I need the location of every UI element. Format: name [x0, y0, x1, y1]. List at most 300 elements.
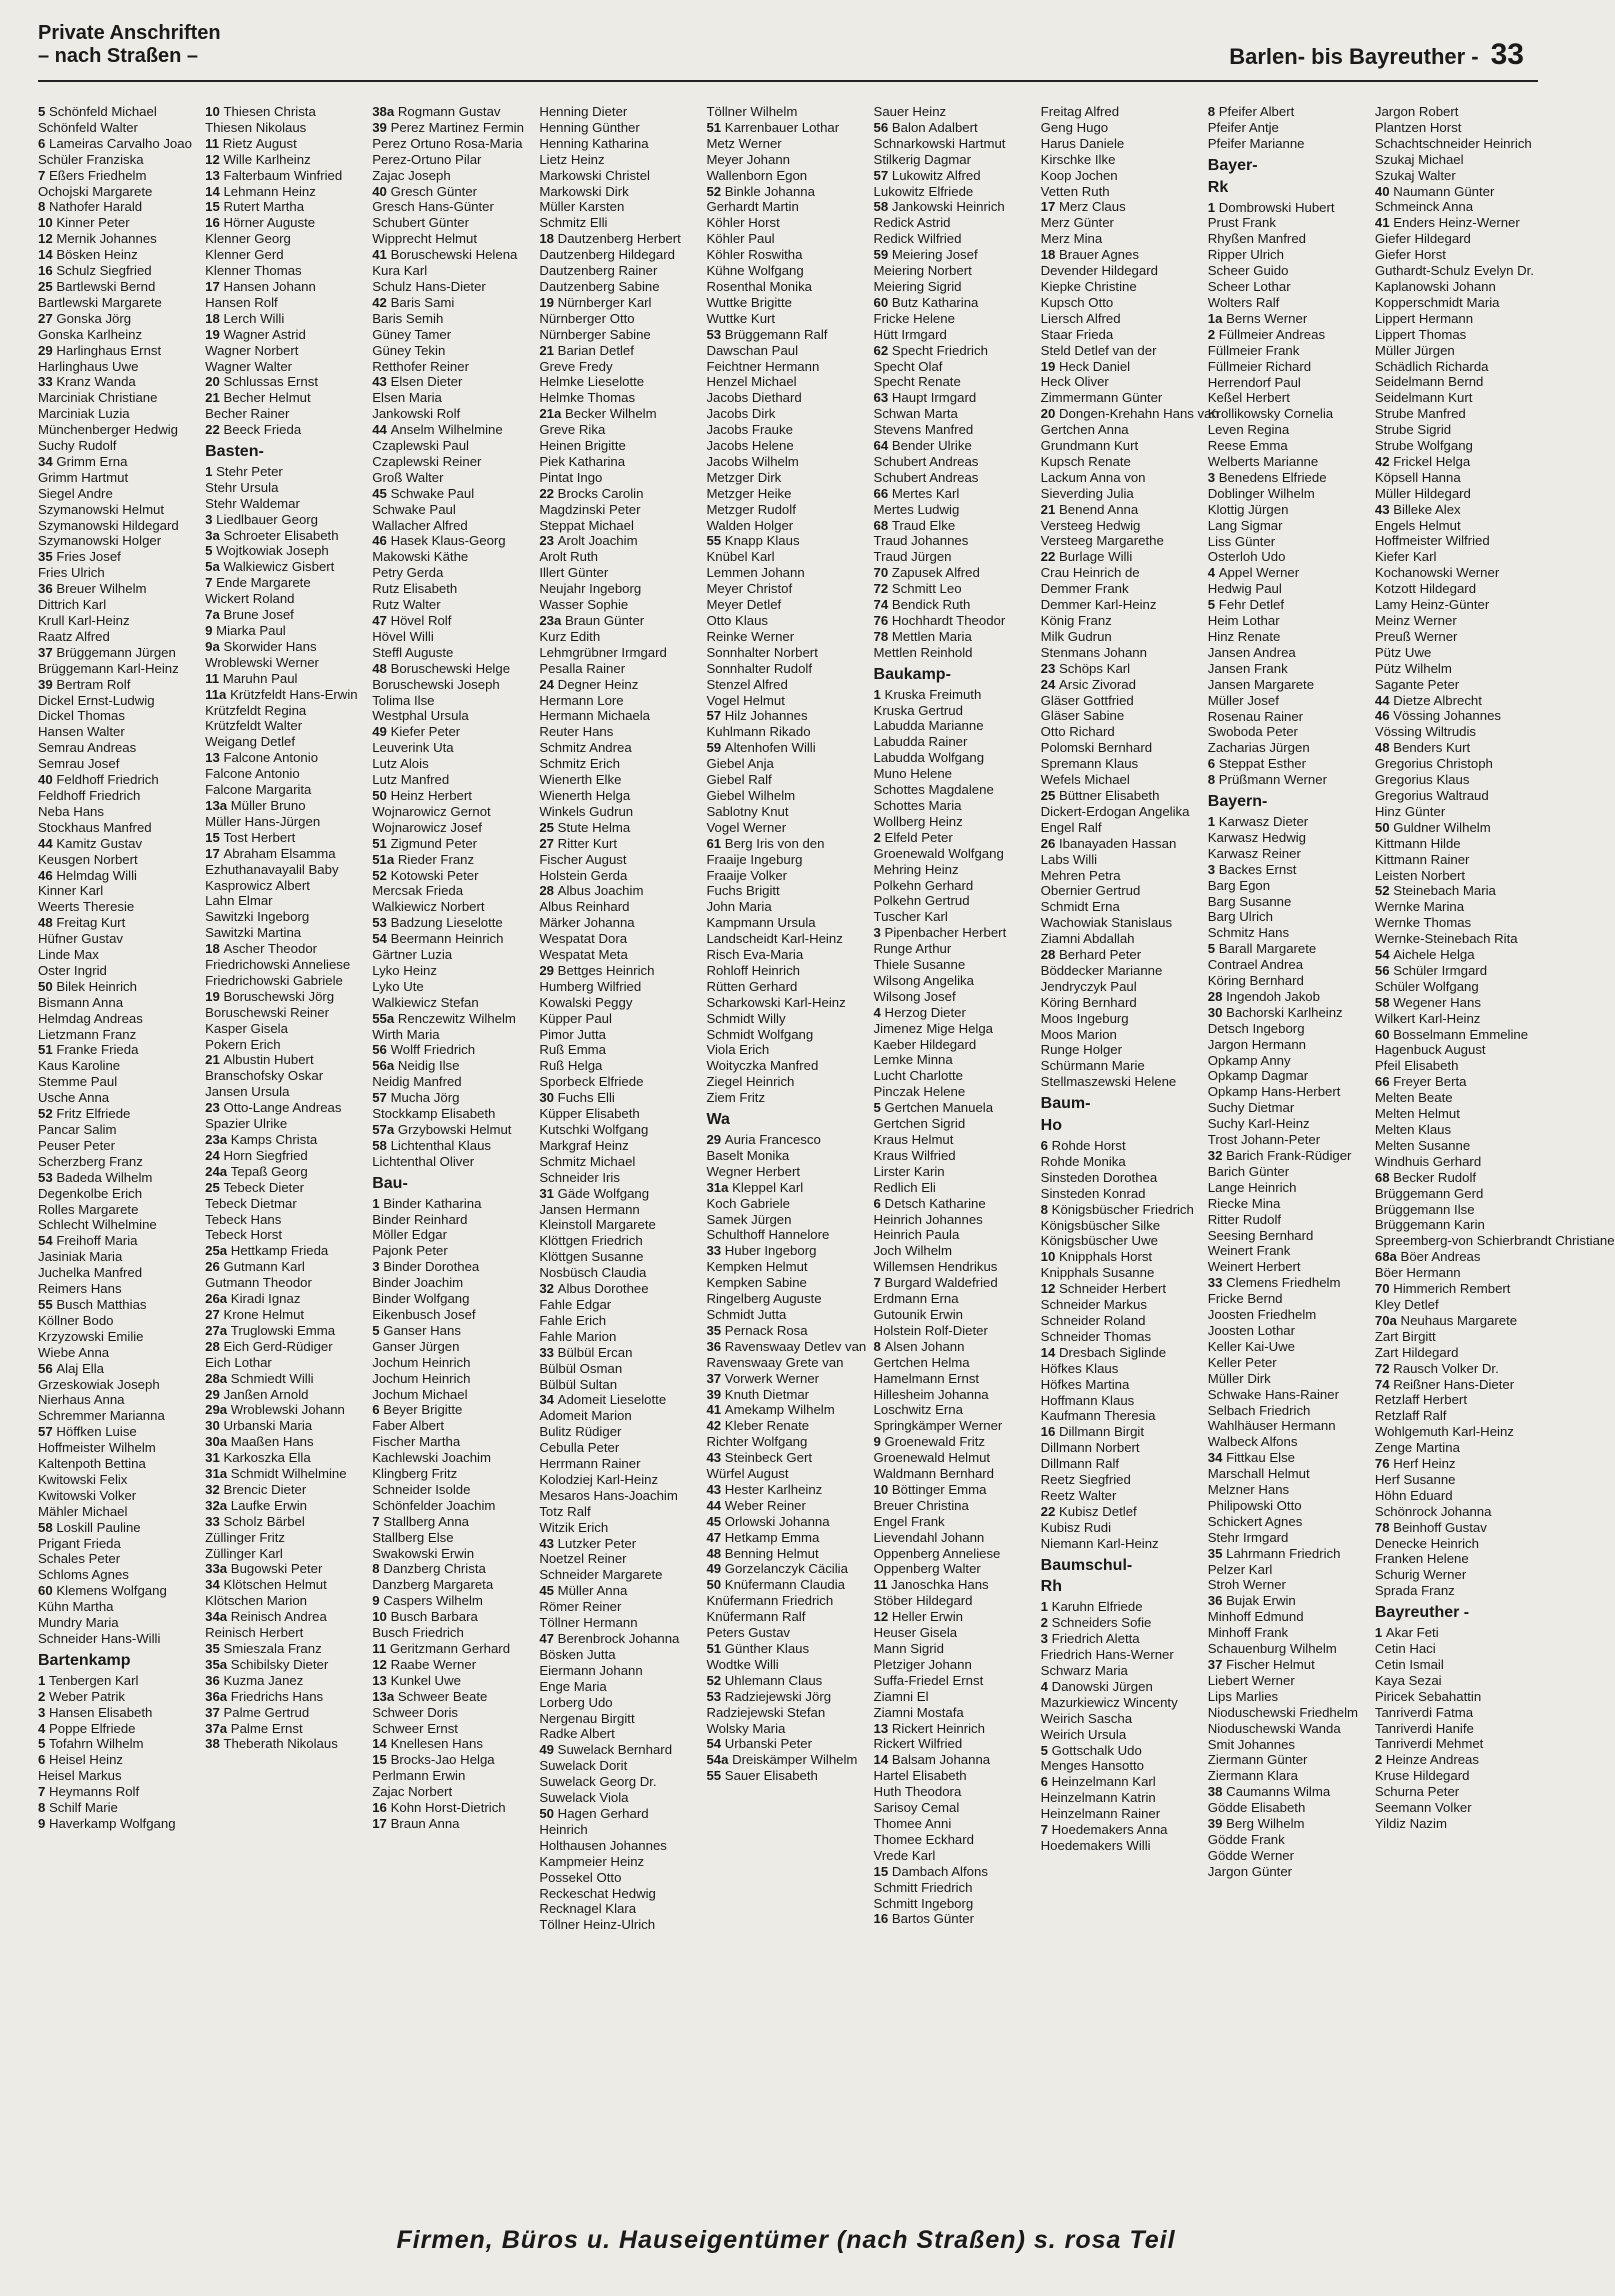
list-item: 56a Neidig Ilse	[372, 1058, 460, 1074]
list-item: Schwake Paul	[372, 501, 456, 517]
list-item: Ravenswaay Grete van	[706, 1354, 844, 1370]
list-item: Polomski Bernhard	[1040, 740, 1153, 756]
list-item: 51a Rieder Franz	[372, 851, 475, 867]
list-item: Meiering Norbert	[873, 263, 972, 279]
list-item: Schubert Andreas	[873, 453, 979, 469]
list-item: Höhn Eduard	[1374, 1487, 1453, 1503]
list-item: 58 Loskill Pauline	[38, 1519, 141, 1535]
list-item: 52 Uhlemann Claus	[706, 1672, 823, 1688]
list-item: Kubisz Rudi	[1040, 1519, 1112, 1535]
list-item: Pinczak Helene	[873, 1084, 966, 1100]
list-item: Tolima Ilse	[372, 692, 435, 708]
list-item: Pimor Jutta	[539, 1026, 607, 1042]
street-heading: Baumschul-	[1040, 1556, 1133, 1574]
list-item: Groenewald Helmut	[873, 1450, 991, 1466]
list-item: 9 Miarka Paul	[205, 623, 286, 638]
list-item: Hinz Renate	[1207, 629, 1281, 644]
list-item: Schwan Marta	[873, 406, 958, 422]
list-item: Thiele Susanne	[873, 957, 966, 973]
list-item: 23 Otto-Lange Andreas	[205, 1100, 342, 1116]
list-item: Wohlgemuth Karl-Heinz	[1374, 1424, 1514, 1440]
list-item: 18 Lerch Willi	[205, 310, 285, 326]
list-item: 16 Hörner Auguste	[205, 215, 316, 231]
list-item: 2 Elfeld Peter	[873, 829, 953, 845]
list-item: Nürnberger Sabine	[539, 326, 651, 342]
directory-column	[38, 104, 201, 2208]
list-item: Brüggemann Karl-Heinz	[38, 660, 179, 676]
list-item: Lirster Karin	[873, 1163, 945, 1179]
list-item: 64 Bender Ulrike	[873, 438, 972, 454]
page-number: 33	[1490, 38, 1524, 71]
list-item: 52 Fritz Elfriede	[38, 1106, 131, 1122]
list-item: 16 Schulz Siegfried	[38, 263, 152, 279]
list-item: Wernke Thomas	[1374, 915, 1472, 931]
list-item: Kiepke Christine	[1040, 278, 1137, 294]
list-item: Schulthoff Hannelore	[706, 1227, 830, 1243]
list-item: Richter Wolfgang	[706, 1434, 808, 1450]
list-item: 9 Groenewald Fritz	[873, 1434, 985, 1450]
list-item: Kaufmann Theresia	[1040, 1408, 1156, 1424]
list-item: Lahn Elmar	[205, 893, 273, 909]
list-item: Liss Günter	[1207, 533, 1276, 549]
directory-column	[539, 104, 702, 2208]
list-item: Schönfeld Walter	[38, 119, 138, 135]
list-item: Nürnberger Otto	[539, 310, 635, 326]
list-item: 49 Suwelack Bernhard	[539, 1742, 673, 1758]
street-heading: Rk	[1207, 178, 1229, 196]
list-item: Züllinger Karl	[205, 1545, 283, 1561]
list-item: 76 Hochhardt Theodor	[873, 613, 1006, 628]
list-item: Hütt Irmgard	[873, 326, 947, 342]
list-item: 3 Backes Ernst	[1207, 861, 1297, 877]
list-item: Schubert Andreas	[873, 469, 979, 485]
list-item: Klenner Georg	[205, 231, 291, 247]
list-item: Greve Rika	[539, 422, 606, 438]
list-item: Leven Regina	[1207, 422, 1290, 438]
list-item: Fischer Martha	[372, 1434, 461, 1450]
list-item: Boruschewski Reiner	[205, 1004, 329, 1020]
list-item: Tebeck Horst	[205, 1227, 283, 1243]
list-item: 16 Dillmann Birgit	[1040, 1424, 1145, 1440]
list-item: Preuß Werner	[1374, 628, 1458, 644]
list-item: Müller Karsten	[539, 199, 625, 215]
list-item: Labs Willi	[1040, 851, 1098, 867]
list-item: 46 Vössing Johannes	[1374, 708, 1501, 724]
list-item: 36 Ravenswaay Detlev van	[706, 1338, 867, 1354]
list-item: Schottes Magdalene	[873, 782, 994, 798]
list-item: Friedrichowski Anneliese	[205, 957, 351, 973]
list-item: 45 Orlowski Johanna	[706, 1513, 830, 1529]
list-item: Bismann Anna	[38, 994, 124, 1010]
list-item: Fricke Bernd	[1207, 1291, 1283, 1307]
list-item: Züllinger Fritz	[205, 1529, 285, 1545]
list-item: Hüfner Gustav	[38, 931, 124, 947]
list-item: Markowski Dirk	[539, 183, 629, 199]
list-item: 54 Urbanski Peter	[706, 1736, 813, 1752]
list-item: 1 Akar Feti	[1374, 1625, 1439, 1641]
list-item: 6 Beyer Brigitte	[372, 1402, 463, 1418]
list-item: Merz Günter	[1040, 215, 1114, 231]
list-item: Schädlich Richarda	[1374, 358, 1489, 374]
list-item: Köpsell Hanna	[1374, 469, 1461, 485]
list-item: 18 Dautzenberg Herbert	[539, 231, 681, 247]
list-item: Sagante Peter	[1374, 676, 1460, 692]
list-item: 30 Urbanski Maria	[205, 1418, 313, 1434]
list-item: 48 Benders Kurt	[1374, 740, 1471, 756]
list-item: Möller Edgar	[372, 1227, 447, 1243]
list-item: Schneider Thomas	[1040, 1328, 1152, 1344]
list-item: Wefels Michael	[1040, 772, 1130, 788]
list-item: Redlich Eli	[873, 1179, 936, 1195]
list-item: Stehr Irmgard	[1207, 1529, 1289, 1545]
list-item: Klenner Gerd	[205, 247, 284, 263]
list-item: Weigang Detlef	[205, 734, 296, 750]
list-item: Kachlewski Joachim	[372, 1450, 491, 1466]
list-item: 72 Rausch Volker Dr.	[1374, 1360, 1499, 1376]
list-item: Labudda Rainer	[873, 734, 968, 750]
list-item: Stemme Paul	[38, 1074, 118, 1090]
list-item: Kura Karl	[372, 263, 428, 279]
list-item: Czaplewski Paul	[372, 438, 469, 454]
list-item: 72 Schmitt Leo	[873, 581, 962, 597]
list-item: 32 Barich Frank-Rüdiger	[1207, 1148, 1352, 1163]
list-item: Reinke Werner	[706, 628, 795, 644]
list-item: Jacobs Wilhelm	[706, 453, 799, 469]
list-item: Gutmann Theodor	[205, 1275, 312, 1291]
list-item: Stevens Manfred	[873, 422, 974, 438]
list-item: 3 Binder Dorothea	[372, 1259, 480, 1275]
list-item: 51 Günther Klaus	[706, 1641, 810, 1656]
list-item: Falcone Antonio	[205, 766, 300, 782]
list-item: Kotzott Hildegard	[1374, 581, 1477, 597]
list-item: Lucht Charlotte	[873, 1068, 963, 1084]
list-item: 51 Zigmund Peter	[372, 835, 478, 851]
list-item: Gertchen Sigrid	[873, 1116, 966, 1132]
list-item: 68a Böer Andreas	[1374, 1249, 1481, 1265]
list-item: Hedwig Paul	[1207, 581, 1282, 597]
list-item: 40 Feldhoff Friedrich	[38, 772, 159, 788]
list-item: Lorberg Udo	[539, 1694, 613, 1710]
list-item: 54a Dreiskämper Wilhelm	[706, 1752, 858, 1768]
list-item: Kraus Helmut	[873, 1132, 954, 1147]
list-item: Metzger Heike	[706, 485, 792, 501]
list-item: Gregorius Klaus	[1374, 772, 1470, 788]
list-item: 40 Gresch Günter	[372, 183, 478, 199]
list-item: Steffl Auguste	[372, 644, 454, 660]
list-item: Pancar Salim	[38, 1122, 117, 1137]
list-item: Fischer August	[539, 851, 627, 867]
list-item: Spremann Klaus	[1040, 756, 1139, 772]
list-item: 60 Klemens Wolfgang	[38, 1583, 167, 1599]
list-item: Schweer Ernst	[372, 1720, 458, 1736]
list-item: 43 Elsen Dieter	[372, 374, 463, 390]
list-item: 35 Fries Josef	[38, 549, 121, 565]
list-item: Zajac Norbert	[372, 1784, 453, 1800]
list-item: Minhoff Edmund	[1207, 1609, 1304, 1625]
list-item: 2 Heinze Andreas	[1374, 1752, 1479, 1768]
list-item: 59 Altenhofen Willi	[706, 740, 816, 756]
list-item: Heuser Gisela	[873, 1625, 958, 1641]
list-item: 78 Mettlen Maria	[873, 628, 972, 644]
list-item: 34 Grimm Erna	[38, 453, 128, 469]
list-item: Wagner Walter	[205, 358, 293, 374]
street-heading: Baum-	[1040, 1095, 1091, 1113]
list-item: Dawschan Paul	[706, 342, 799, 358]
list-item: Wroblewski Werner	[205, 654, 319, 670]
list-item: 55 Busch Matthias	[38, 1296, 147, 1312]
list-item: Trost Johann-Peter	[1207, 1132, 1321, 1148]
list-item: Klottig Jürgen	[1207, 501, 1289, 517]
list-item: Peuser Peter	[38, 1137, 115, 1153]
list-item: Henzel Michael	[706, 374, 797, 390]
list-item: 58 Lichtenthal Klaus	[372, 1137, 492, 1153]
list-item: Lietz Heinz	[539, 151, 605, 167]
list-item: Freitag Alfred	[1040, 104, 1120, 119]
list-item: Böer Hermann	[1374, 1265, 1461, 1281]
list-item: Sprada Franz	[1374, 1583, 1455, 1599]
list-item: Smit Johannes	[1207, 1736, 1295, 1752]
list-item: Seidelmann Kurt	[1374, 390, 1473, 406]
list-item: Wienerth Elke	[539, 772, 622, 788]
list-item: 27 Gonska Jörg	[38, 310, 132, 326]
list-item: Guthardt-Schulz Evelyn Dr.	[1374, 263, 1534, 279]
list-item: Weirich Sascha	[1040, 1710, 1133, 1726]
list-item: 48 Boruschewski Helge	[372, 660, 511, 676]
list-item: 18 Brauer Agnes	[1040, 247, 1139, 263]
list-item: Hillesheim Johanna	[873, 1386, 989, 1402]
list-item: Dautzenberg Hildegard	[539, 247, 675, 263]
list-item: Radke Albert	[539, 1726, 615, 1742]
list-item: Sawitzki Martina	[205, 925, 302, 941]
list-item: Kaeber Hildegard	[873, 1036, 977, 1052]
list-item: 42 Baris Sami	[372, 294, 455, 310]
list-item: 68 Traud Elke	[873, 517, 956, 533]
list-item: Vrede Karl	[873, 1847, 936, 1863]
list-item: Kurz Edith	[539, 628, 601, 644]
list-item: Schneider Margarete	[539, 1567, 663, 1583]
list-item: 1 Dombrowski Hubert	[1207, 199, 1335, 215]
list-item: Mazurkiewicz Wincenty	[1040, 1694, 1178, 1710]
list-item: Neba Hans	[38, 803, 104, 819]
list-item: Eikenbusch Josef	[372, 1306, 476, 1322]
list-item: Reetz Siegfried	[1040, 1472, 1131, 1488]
list-item: 2 Schneiders Sofie	[1040, 1615, 1152, 1631]
list-item: Suchy Dietmar	[1207, 1100, 1295, 1116]
list-item: Ziamni Mostafa	[873, 1704, 964, 1720]
street-heading: Bau-	[372, 1174, 408, 1192]
list-item: Klötschen Marion	[205, 1593, 307, 1609]
list-item: 29 Janßen Arnold	[205, 1386, 309, 1402]
list-item: Vogel Helmut	[706, 692, 785, 708]
list-item: Vogel Werner	[706, 819, 787, 835]
list-item: 32 Albus Dorothee	[539, 1281, 649, 1297]
list-item: 33a Bugowski Peter	[205, 1561, 323, 1577]
list-item: Walbeck Alfons	[1207, 1434, 1298, 1450]
list-item: Kinner Karl	[38, 883, 104, 899]
list-item: Hansen Rolf	[205, 294, 278, 310]
list-item: Hoffmeister Wilhelm	[38, 1440, 156, 1456]
list-item: Krützfeldt Walter	[205, 718, 303, 734]
list-item: Jargon Robert	[1374, 104, 1459, 119]
list-item: Szukaj Walter	[1374, 167, 1456, 183]
list-item: Müller Jürgen	[1374, 342, 1455, 358]
list-item: 32a Laufke Erwin	[205, 1497, 308, 1513]
list-item: Makowski Käthe	[372, 549, 469, 565]
list-item: Meinz Werner	[1374, 613, 1457, 628]
list-item: Feldhoff Friedrich	[38, 787, 141, 803]
section-title-line2: – nach Straßen –	[38, 45, 199, 67]
list-item: Springkämper Werner	[873, 1418, 1003, 1434]
list-item: Lyko Ute	[372, 978, 424, 994]
list-item: Schmitz Hans	[1207, 925, 1290, 941]
list-item: Wernke-Steinebach Rita	[1374, 931, 1518, 947]
list-item: Schales Peter	[38, 1551, 121, 1567]
list-item: Arolt Ruth	[539, 549, 598, 565]
list-item: 19 Nürnberger Karl	[539, 294, 652, 310]
list-item: Liebert Werner	[1207, 1672, 1295, 1688]
list-item: Fahle Marion	[539, 1328, 617, 1344]
list-item: Fricke Helene	[873, 310, 955, 326]
list-item: 6 Rohde Horst	[1040, 1138, 1126, 1153]
list-item: Klöttgen Susanne	[539, 1249, 644, 1265]
list-item: Kaltenpoth Bettina	[38, 1456, 146, 1472]
list-item: Baris Semih	[372, 310, 444, 326]
list-item: Stenzel Alfred	[706, 676, 788, 692]
list-item: Lippert Hermann	[1374, 310, 1474, 326]
list-item: 14 Bösken Heinz	[38, 247, 138, 263]
list-item: Henning Katharina	[539, 135, 649, 151]
list-item: Yildiz Nazim	[1374, 1815, 1447, 1831]
list-item: Gödde Werner	[1207, 1847, 1295, 1863]
list-item: Keusgen Norbert	[38, 851, 138, 867]
list-item: 5 Ganser Hans	[372, 1322, 461, 1338]
list-item: 45 Schwake Paul	[372, 485, 475, 501]
list-item: 33 Huber Ingeborg	[706, 1243, 817, 1259]
list-item: Pokern Erich	[205, 1036, 281, 1052]
list-item: Engel Frank	[873, 1513, 945, 1529]
list-item: Meyer Johann	[706, 151, 791, 167]
list-item: Helmke Lieselotte	[539, 374, 645, 390]
list-item: Rosenau Rainer	[1207, 708, 1304, 724]
list-item: Petry Gerda	[372, 565, 444, 581]
list-item: Zacharias Jürgen	[1207, 740, 1310, 756]
list-item: Juchelka Manfred	[38, 1265, 143, 1281]
list-item: Pütz Wilhelm	[1374, 660, 1452, 676]
list-item: 70 Himmerich Rembert	[1374, 1281, 1511, 1297]
list-item: 60 Bosselmann Emmeline	[1374, 1026, 1529, 1042]
list-item: Traud Jürgen	[873, 549, 952, 565]
list-item: Runge Holger	[1040, 1042, 1123, 1058]
list-item: 16 Bartos Günter	[873, 1911, 974, 1927]
directory-column	[1374, 104, 1615, 2208]
list-item: Usche Anna	[38, 1090, 110, 1106]
list-item: Kasprowicz Albert	[205, 877, 310, 893]
list-item: Kittmann Rainer	[1374, 851, 1470, 867]
list-item: 19 Heck Daniel	[1040, 358, 1131, 374]
list-item: Köhler Paul	[706, 231, 775, 247]
list-item: 24 Arsic Zivorad	[1040, 676, 1136, 692]
list-item: Semrau Andreas	[38, 740, 137, 756]
list-item: Rohde Monika	[1040, 1153, 1126, 1169]
list-item: Stallberg Else	[372, 1529, 454, 1545]
list-item: Nierhaus Anna	[38, 1392, 125, 1408]
list-item: Schmidt Jutta	[706, 1306, 787, 1322]
list-item: 21a Becker Wilhelm	[539, 406, 657, 422]
list-item: Reinisch Herbert	[205, 1625, 304, 1641]
list-item: 58 Jankowski Heinrich	[873, 199, 1005, 215]
list-item: Gonska Karlheinz	[38, 326, 143, 342]
list-item: Dickel Ernst-Ludwig	[38, 692, 155, 708]
list-item: Falcone Margarita	[205, 782, 312, 798]
list-item: Jankowski Rolf	[372, 406, 461, 422]
street-heading: Bayer-	[1207, 156, 1258, 174]
list-item: Kley Detlef	[1374, 1296, 1439, 1312]
list-item: Rohloff Heinrich	[706, 962, 801, 978]
list-item: Steld Detlef van der	[1040, 342, 1157, 358]
list-item: Pfeifer Antje	[1207, 119, 1279, 135]
list-item: Ziermann Klara	[1207, 1768, 1298, 1784]
list-item: Fahle Edgar	[539, 1296, 612, 1312]
list-item: 5 Schönfeld Michael	[38, 104, 157, 119]
footer-note: Firmen, Büros u. Hauseigentümer (nach Straßen) s. rosa Teil	[396, 2226, 1176, 2254]
list-item: Jansen Ursula	[205, 1084, 290, 1100]
list-item: Marschall Helmut	[1207, 1466, 1310, 1482]
list-item: 25 Stute Helma	[539, 819, 631, 835]
list-item: Minhoff Frank	[1207, 1625, 1289, 1641]
list-item: 3 Liedlbauer Georg	[205, 511, 319, 527]
list-item: 44 Dietze Albrecht	[1374, 692, 1482, 708]
list-item: Tanriverdi Fatma	[1374, 1704, 1474, 1720]
list-item: 38 Caumanns Wilma	[1207, 1784, 1331, 1800]
list-item: Ochojski Margarete	[38, 183, 153, 199]
list-item: Siegel Andre	[38, 485, 113, 501]
list-item: Strube Manfred	[1374, 406, 1466, 422]
list-item: Reuter Hans	[539, 724, 614, 740]
list-item: Scheer Guido	[1207, 263, 1289, 279]
list-item: Wachowiak Stanislaus	[1040, 915, 1173, 931]
list-item: 1 Karuhn Elfriede	[1040, 1599, 1143, 1615]
section-title-line1: Private Anschriften	[38, 22, 221, 44]
list-item: Füllmeier Richard	[1207, 358, 1312, 374]
list-item: Wojnarowicz Josef	[372, 819, 482, 835]
list-item: Oster Ingrid	[38, 962, 107, 978]
list-item: Kleinstoll Margarete	[539, 1217, 656, 1233]
list-item: 50 Bilek Heinrich	[38, 978, 137, 994]
list-item: 29 Harlinghaus Ernst	[38, 342, 162, 358]
list-item: Giefer Horst	[1374, 247, 1446, 263]
list-item: Heinrich Johannes	[873, 1211, 983, 1227]
list-item: Obernier Gertrud	[1040, 883, 1141, 899]
list-item: 41 Amekamp Wilhelm	[706, 1402, 835, 1418]
list-item: Ziem Fritz	[706, 1090, 766, 1106]
list-item: 8 Pfeifer Albert	[1207, 104, 1295, 119]
list-item: Wojnarowicz Gernot	[372, 803, 491, 819]
list-item: Suffa-Friedel Ernst	[873, 1672, 984, 1688]
list-item: 50 Guldner Wilhelm	[1374, 819, 1491, 835]
list-item: Marciniak Luzia	[38, 406, 130, 422]
list-item: Windhuis Gerhard	[1374, 1153, 1482, 1169]
list-item: Enge Maria	[539, 1678, 607, 1694]
list-item: Knipphals Susanne	[1040, 1265, 1155, 1281]
list-item: Reimers Hans	[38, 1281, 122, 1297]
list-item: 13a Müller Bruno	[205, 797, 306, 813]
list-item: Schmitz Elli	[539, 215, 608, 231]
list-item: Schurig Werner	[1374, 1567, 1467, 1583]
list-item: Hoedemakers Willi	[1040, 1837, 1151, 1853]
list-item: Piek Katharina	[539, 453, 626, 469]
list-item: Friedrich Hans-Werner	[1040, 1647, 1174, 1663]
list-item: Greve Fredy	[539, 358, 613, 374]
